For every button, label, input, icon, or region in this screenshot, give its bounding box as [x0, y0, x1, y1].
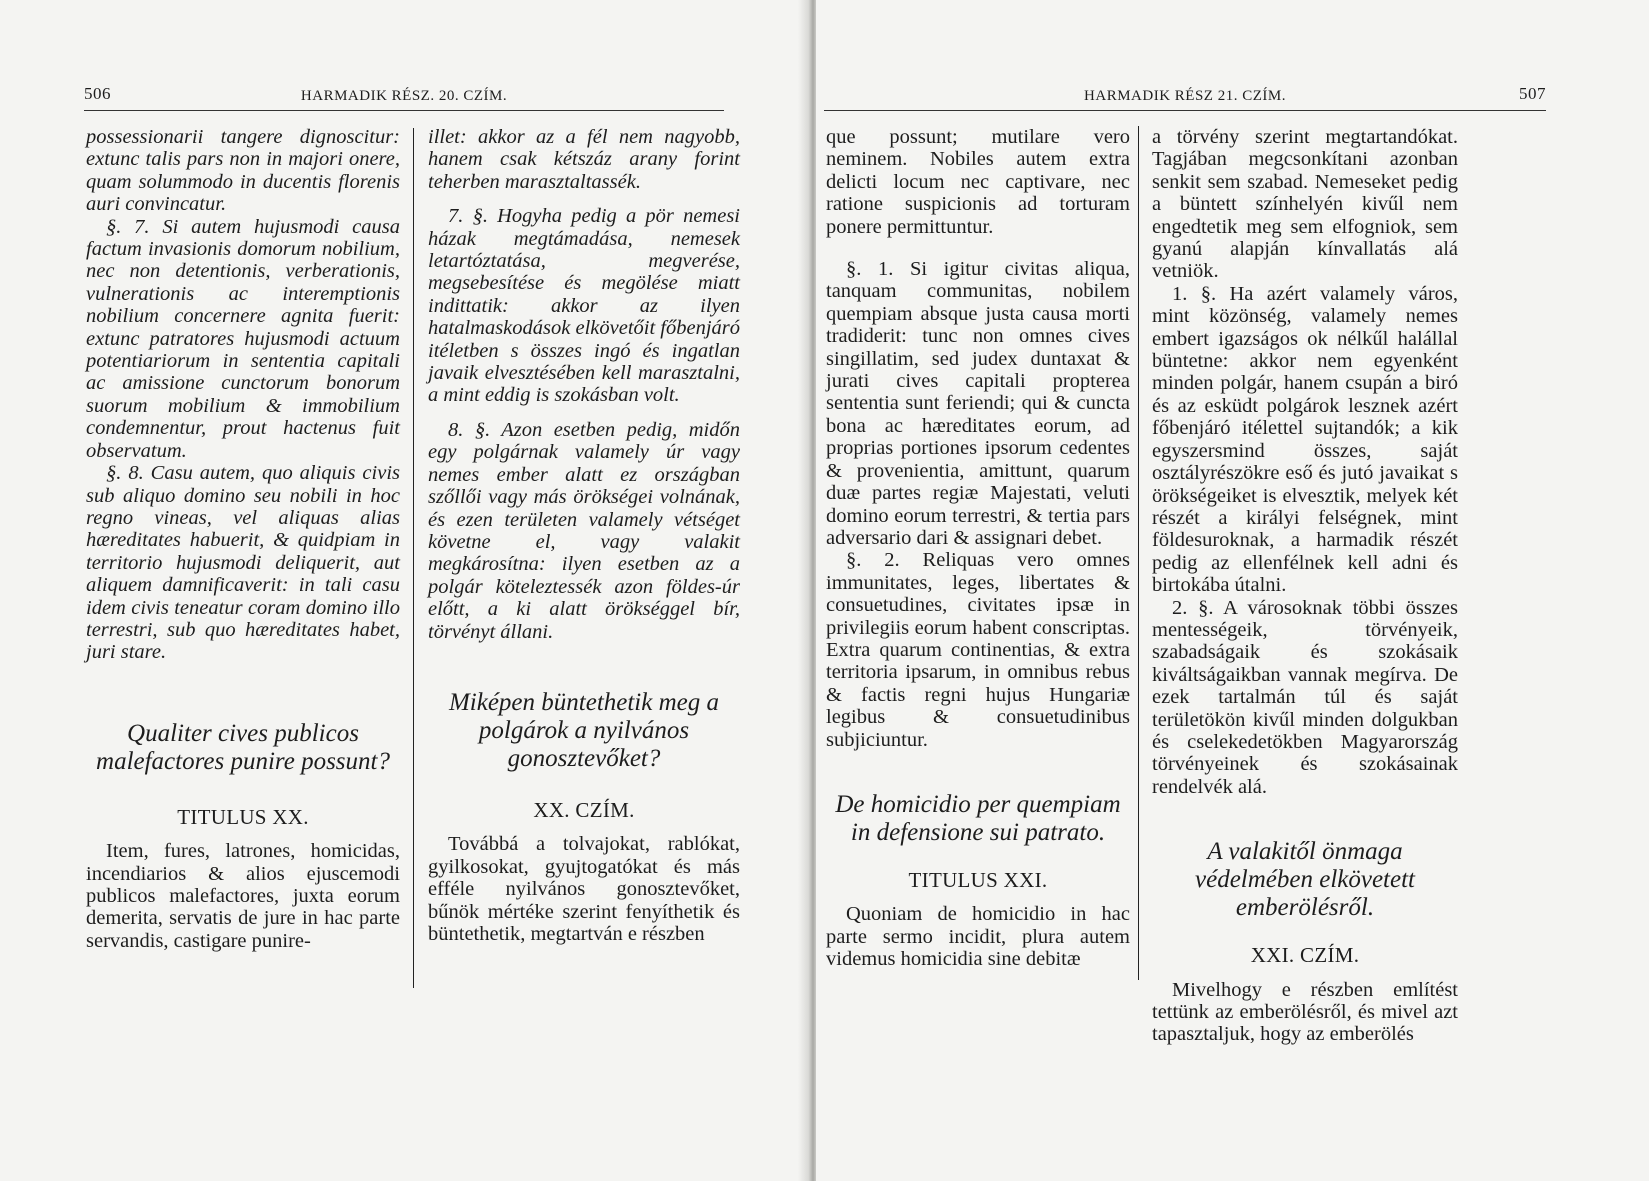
titulus-label: TITULUS XX. [177, 804, 309, 829]
latin-paragraph: §. 7. Si autem hujusmodi causa factum invasionis domorum nobilium, nec non detentionis, verberationis, vulnerationis ac interemptionis nobilium concernere agnita fuerit: extunc patratores hujusmodi actuum potentiariorum in sententia capitali ac amissione cunctorum bonorum suorum mobilium & immobilium condemnentur, prout hactenus fuit observatum. [86, 215, 400, 462]
latin-section-heading: Qualiter cives publicos malefactores punire possunt? [96, 719, 390, 775]
right-page [816, 0, 1649, 1181]
left-page [0, 0, 810, 1181]
hungarian-paragraph: 1. §. Ha azért valamely város, mint közönség, valamely nemes embert igazságos ok nélkűl halállal büntetne: akkor nem egyenként minden polgár, hanem csupán a biró és az esküdt polgárok lesznek azért főbenjáró itélettel sujtandók; a kik egyszersmind összes, saját osztályrészökre eső és jutó javaikat s örökségeiket is elvesztik, melyek két részét a királyi felségnek, mint földesuroknak, a harmadik részét pedig az ellenfélnek kell adni és birtokába útalni. [1152, 282, 1458, 597]
latin-paragraph: que possunt; mutilare vero neminem. Nobiles autem extra delicti locum nec captivare, nec ratione suspicionis ad torturam ponere permittuntur. [826, 126, 1130, 238]
hungarian-section-heading: A valakitől önmaga védelmében elkövetett emberölésről. [1195, 838, 1415, 922]
left-hungarian-column [428, 126, 740, 945]
latin-body: Item, fures, latrones, homicidas, incendiarios & alios ejuscemodi publicos malefactores, juxta eorum demerita, servatis de jure in hac parte servandis, castigare punire- [86, 840, 400, 952]
hungarian-paragraph: 2. §. A városoknak többi összes mentességeik, törvényeik, szabadságaik és szokásaik kiváltságaikban vannak megírva. De ezek tartalmán túl és saját területökön kivűl minden dolgukban és cselekedetökben Magyarország törvényeinek és szokásainak rendelvék alá. [1152, 596, 1458, 798]
czim-label: XXI. CZÍM. [1250, 943, 1360, 968]
right-running-title: HARMADIK RÉSZ 21. CZÍM. [1084, 88, 1286, 104]
right-running-head [824, 84, 1546, 111]
hungarian-paragraph: illet: akkor az a fél nem nagyobb, hanem csak kétszáz arany forint teherben marasztaltassék. [428, 126, 740, 193]
czim-label: XX. CZÍM. [533, 797, 635, 822]
column-divider [413, 128, 414, 988]
hungarian-section-heading: Miképen büntethetik meg a polgárok a nyilvános gonosztevőket? [448, 688, 720, 772]
hungarian-body: Továbbá a tolvajokat, rablókat, gyilkosokat, gyujtogatókat és más efféle nyilvános gonosztevőket, bűnök mértéke szerint fenyíthetik és büntethetik, megtartván e részben [428, 833, 740, 945]
latin-paragraph: §. 8. Casu autem, quo aliquis civis sub aliquo domino seu nobili in hoc regno vineas, vel aliquas alias hæreditates habuerit, & quidpiam in territorio hujusmodi deliquerit, aut aliquem damnificaverit: in tali casu idem civis teneatur coram domino illo terrestri, sub quo hæreditates habet, juri stare. [86, 462, 400, 664]
left-page-number: 506 [84, 84, 111, 103]
right-page-number: 507 [1519, 84, 1546, 103]
hungarian-paragraph: a törvény szerint megtartandókat. Tagjában megcsonkítani azonban senkit sem szabad. Nemeseket pedig a büntett színhelyén kivűl nem engedtetik meg sem elfogniok, sem gyanú alapján kínvallatás alá vetniök. [1152, 126, 1458, 283]
latin-paragraph: §. 2. Reliquas vero omnes immunitates, leges, libertates & consuetudines, civitates ipsæ in privilegiis eorum habent conscriptas. Extra quarum continentias, & extra territoria ipsarum, in omnibus rebus & factis regni hujus Hungariæ legibus & consuetudinibus subjiciuntur. [826, 549, 1130, 751]
titulus-label: TITULUS XXI. [908, 867, 1048, 892]
right-hungarian-column [1152, 126, 1458, 1046]
hungarian-body: Mivelhogy e részben említést tettünk az emberölésről, és mivel azt tapasztaljuk, hogy az emberölés [1152, 978, 1458, 1046]
column-divider [1138, 126, 1139, 980]
left-latin-column [86, 126, 400, 952]
left-running-head [84, 84, 724, 111]
hungarian-paragraph: 8. §. Azon esetben pedig, midőn egy polgárnak valamely úr vagy nemes ember alatt ez országban szőllői vagy más örökségei volnának, és ezen területen valamely vétséget követne el, vagy valakit megkárosítna: ilyen esetben az a polgár köteleztessék azon földes-úr előtt, a ki alatt örökséggel bír, törvényt állani. [428, 418, 740, 643]
left-running-title: HARMADIK RÉSZ. 20. CZÍM. [300, 88, 508, 104]
right-latin-column [826, 126, 1130, 971]
latin-paragraph: possessionarii tangere dignoscitur: extunc talis pars non in majori onere, quam solummodo in ducentis florenis auri convincatur. [86, 126, 400, 216]
latin-body: Quoniam de homicidio in hac parte sermo incidit, plura autem videmus homicidia sine debitæ [826, 903, 1130, 971]
latin-section-heading: De homicidio per quempiam in defensione sui patrato. [835, 790, 1121, 846]
latin-paragraph: §. 1. Si igitur civitas aliqua, tanquam communitas, nobilem quempiam absque justa causa morti tradiderit: tunc non omnes cives singillatim, sed judex duntaxat & jurati cives capitali propterea sententia sunt feriendi; qui & cuncta bona ac hæreditates eorum, ad proprias portiones ipsorum cedentes & provenientia, amittunt, quarum duæ partes regiæ Majestati, veluti domino eorum terrestri, & tertia pars adversario dari & assignari debet. [826, 258, 1130, 549]
hungarian-paragraph: 7. §. Hogyha pedig a pör nemesi házak megtámadása, nemesek letartóztatása, megverése, megsebesítése és megölése miatt indittatik: akkor az ilyen hatalmaskodások elkövetőit főbenjáró itéletben s összes ingó és ingatlan javaik elvesztésében kell marasztalni, a mint eddig is szokásban volt. [428, 205, 740, 407]
